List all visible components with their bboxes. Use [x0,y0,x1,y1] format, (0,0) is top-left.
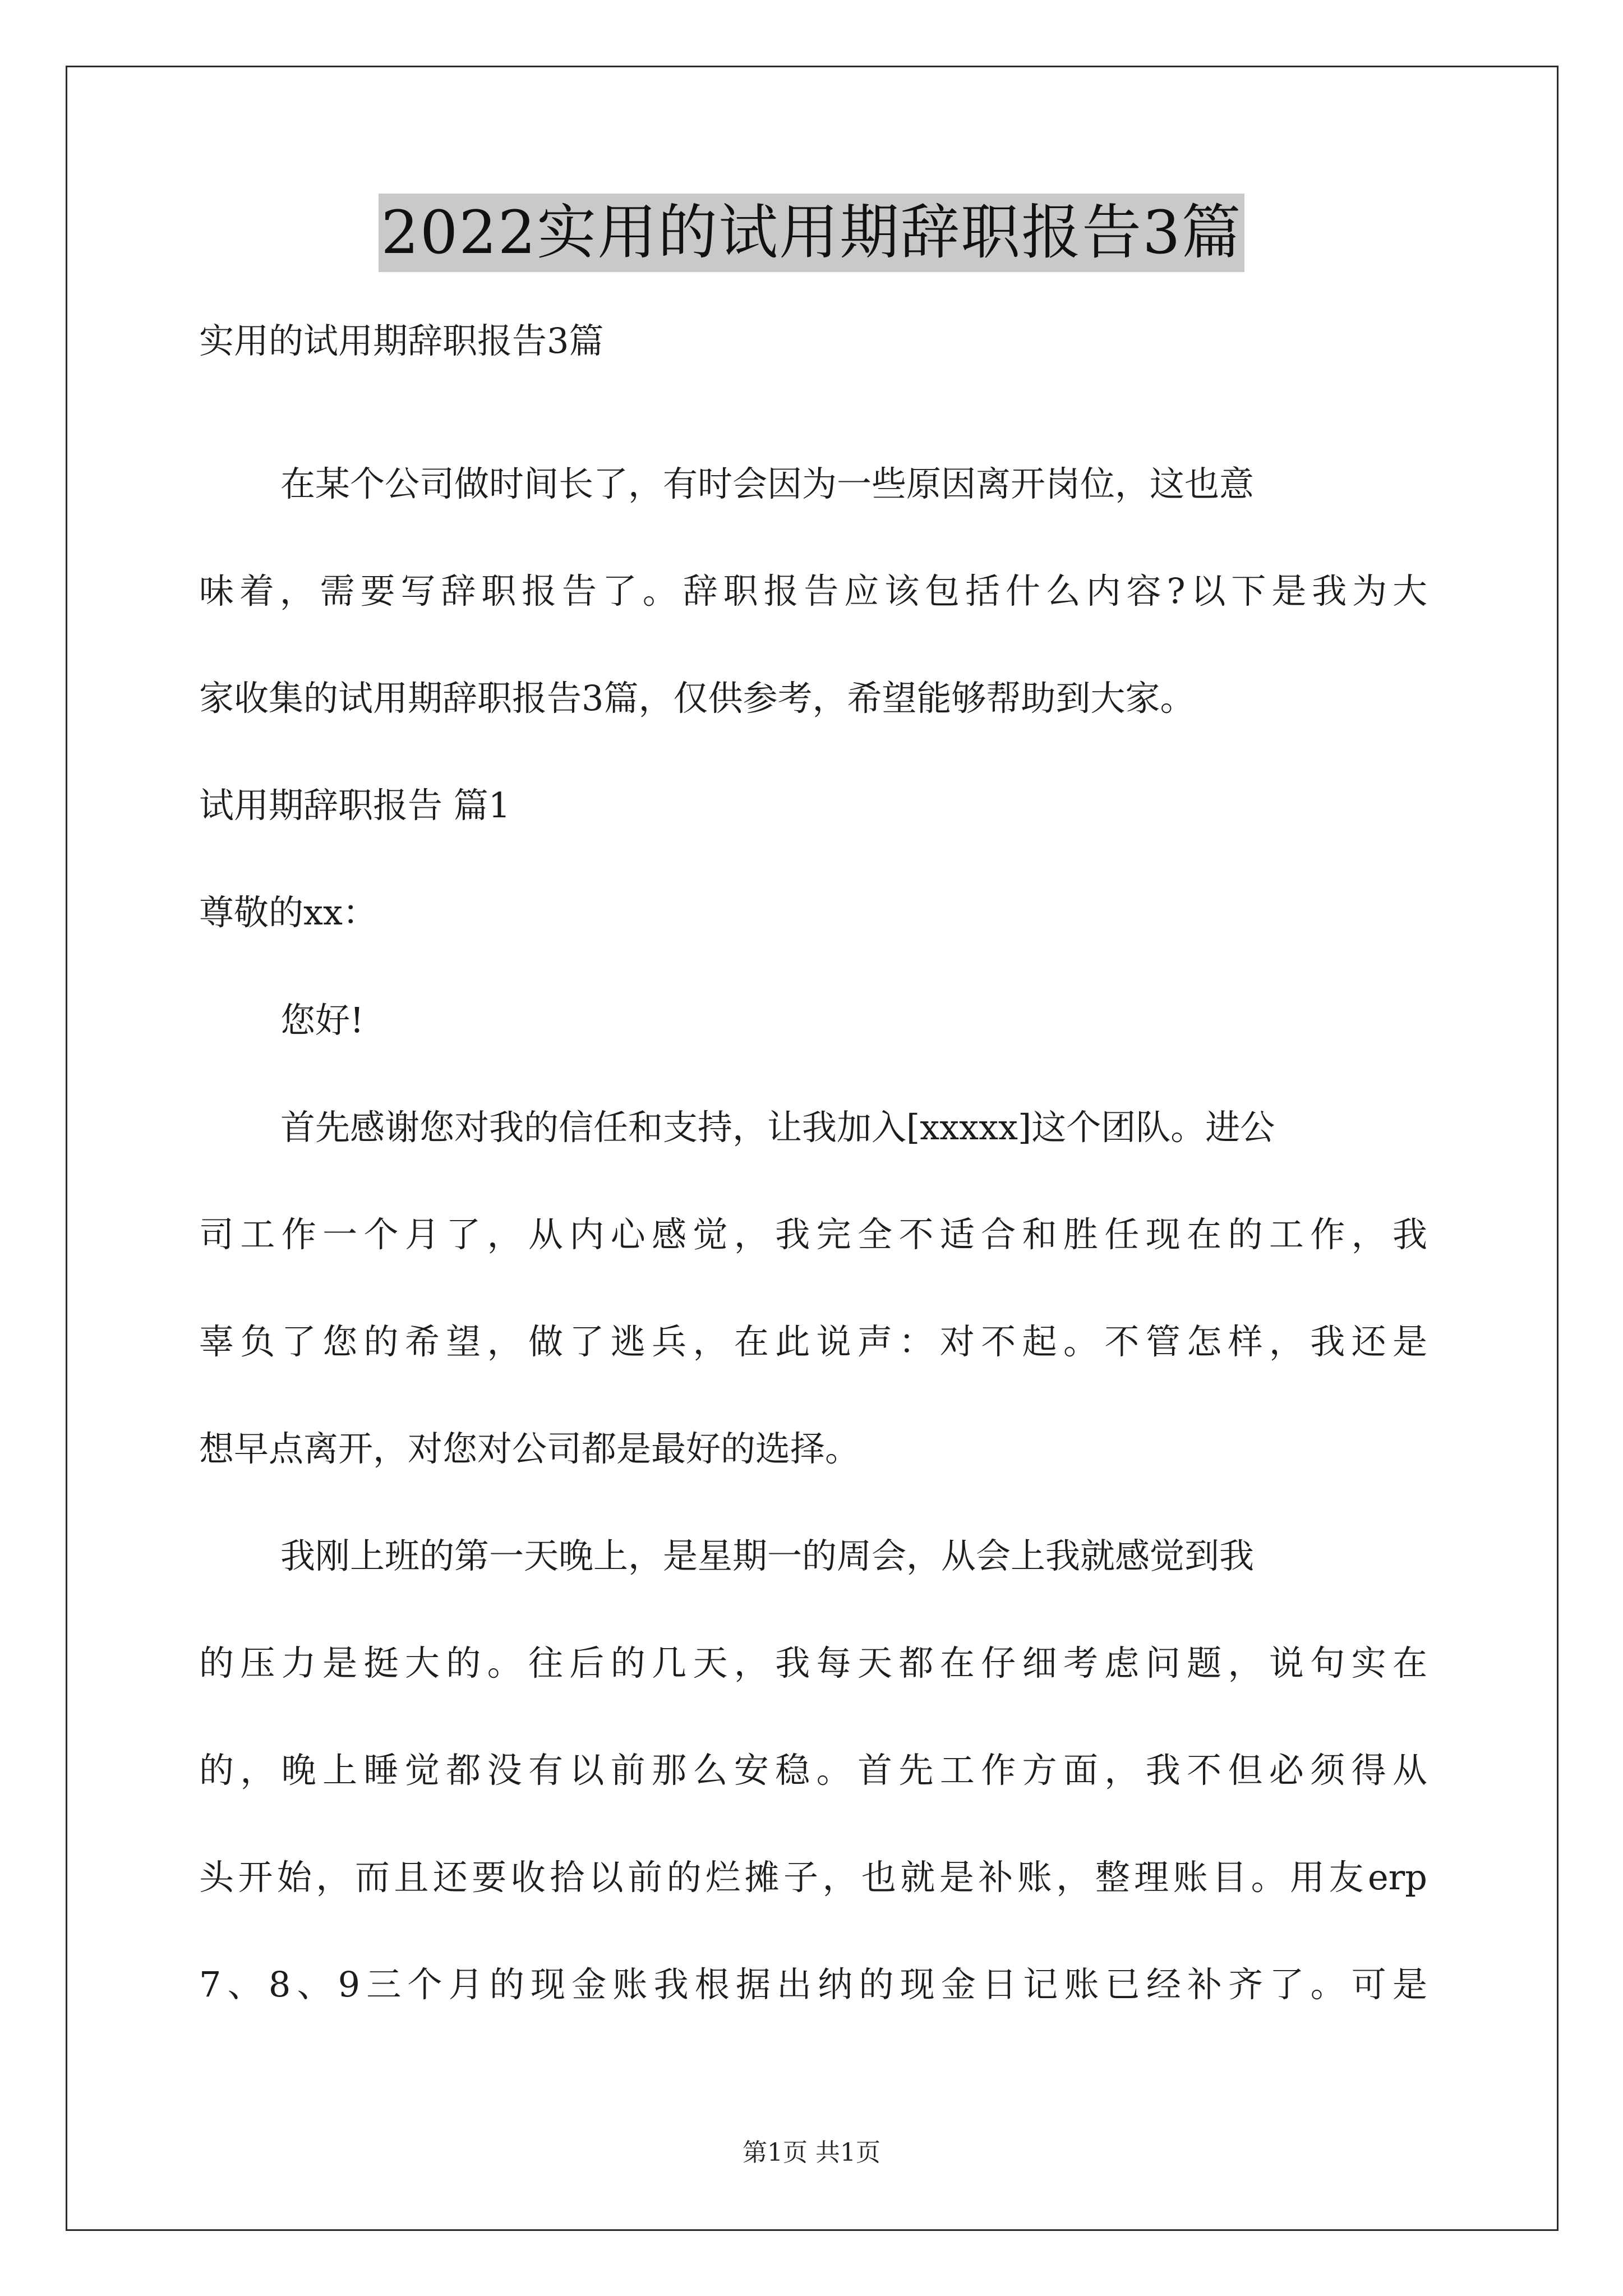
body-line-8: 头开始，而且还要收拾以前的烂摊子，也就是补账，整理账目。用友erp [199,1857,1427,1898]
document-title: 2022实用的试用期辞职报告3篇 [379,194,1244,272]
salutation: 尊敬的xx： [199,892,377,933]
subtitle-line: 实用的试用期辞职报告3篇 [199,320,604,361]
intro-line-3: 家收集的试用期辞职报告3篇，仅供参考，希望能够帮助到大家。 [199,678,1195,719]
body-line-5: 我刚上班的第一天晚上，是星期一的周会，从会上我就感觉到我 [280,1535,1255,1576]
body-line-7: 的，晚上睡觉都没有以前那么安稳。首先工作方面，我不但必须得从 [199,1750,1427,1791]
section-heading: 试用期辞职报告 篇1 [199,785,511,826]
body-line-9: 7、8、9三个月的现金账我根据出纳的现金日记账已经补齐了。可是 [199,1964,1427,2005]
greeting: 您好! [280,1000,364,1041]
page-footer: 第1页 共1页 [743,2138,880,2167]
title-container [0,194,1623,272]
body-line-4: 想早点离开，对您对公司都是最好的选择。 [199,1428,860,1469]
body-line-2: 司工作一个月了，从内心感觉，我完全不适合和胜任现在的工作，我 [199,1214,1427,1255]
body-line-1: 首先感谢您对我的信任和支持，让我加入[xxxxx]这个团队。进公 [280,1107,1275,1148]
intro-line-2: 味着，需要写辞职报告了。辞职报告应该包括什么内容?以下是我为大 [199,570,1427,611]
body-line-6: 的压力是挺大的。往后的几天，我每天都在仔细考虑问题，说句实在 [199,1642,1427,1683]
intro-line-1: 在某个公司做时间长了，有时会因为一些原因离开岗位，这也意 [280,463,1255,504]
body-line-3: 辜负了您的希望，做了逃兵，在此说声：对不起。不管怎样，我还是 [199,1321,1427,1362]
